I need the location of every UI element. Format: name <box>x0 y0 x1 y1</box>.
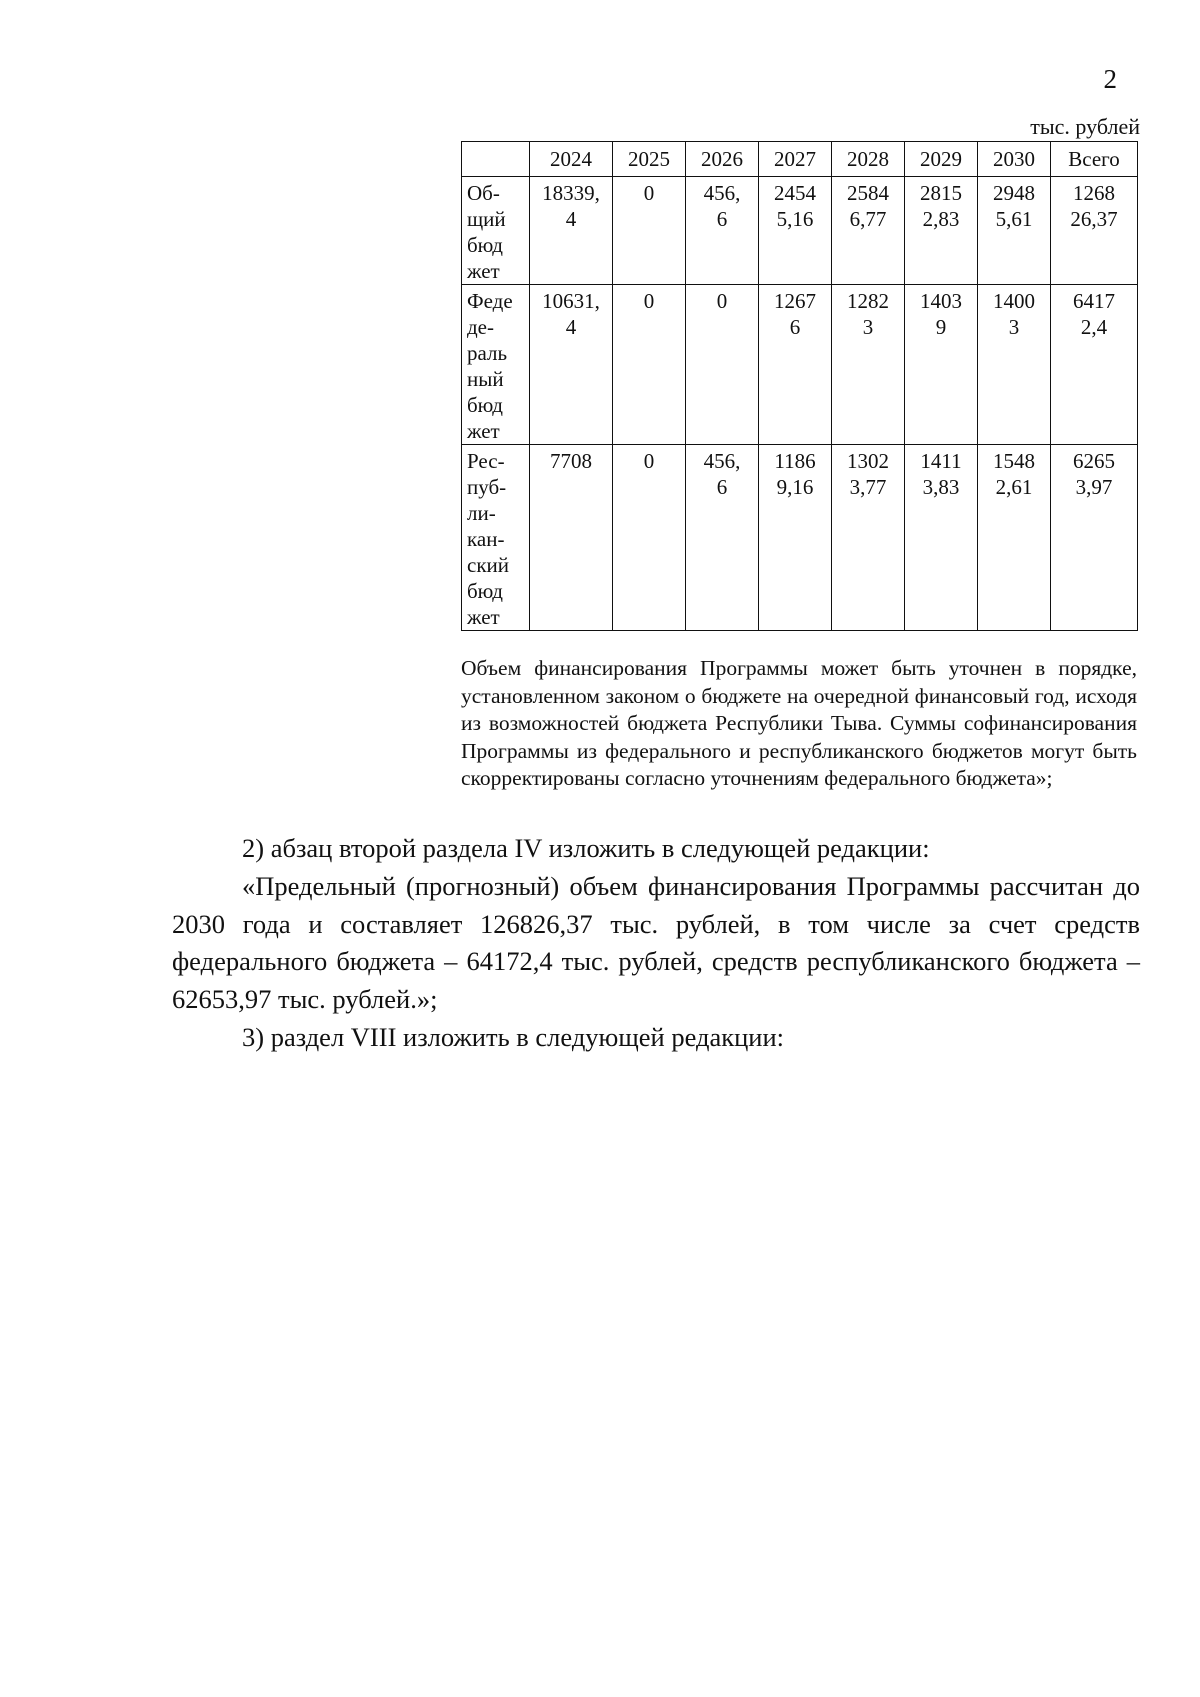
row-label: Рес- пуб- ли- кан- ский бюд жет <box>462 445 530 631</box>
table-header-row <box>462 142 1138 177</box>
header-cell-year: 2024 <box>530 142 613 177</box>
page-number: 2 <box>1103 64 1117 94</box>
table-units-caption: тыс. рублей <box>1030 114 1140 139</box>
table-cell: 1282 3 <box>832 285 905 445</box>
table-cell: 2948 5,61 <box>978 177 1051 285</box>
table-cell: 2454 5,16 <box>759 177 832 285</box>
table-cell: 2815 2,83 <box>905 177 978 285</box>
table-cell: 10631, 4 <box>530 285 613 445</box>
table-cell: 0 <box>613 285 686 445</box>
funding-note: Объем финансирования Программы может быть уточнен в порядке, установленном законом о бюджете на очередной финансовый год, исходя из возможностей бюджета Республики Тыва. Суммы софинансирования Программы из федерального и республиканского бюджетов могут быть скорректированы согласно уточнениям федерального бюджета»; <box>461 656 1137 790</box>
table-cell: 6417 2,4 <box>1051 285 1138 445</box>
table-cell: 1186 9,16 <box>759 445 832 631</box>
table-cell: 1302 3,77 <box>832 445 905 631</box>
table-cell: 456, 6 <box>686 177 759 285</box>
table-cell: 2584 6,77 <box>832 177 905 285</box>
header-cell-year: 2025 <box>613 142 686 177</box>
header-cell-year: 2026 <box>686 142 759 177</box>
table-cell: 0 <box>686 285 759 445</box>
row-label: Феде де- раль ный бюд жет <box>462 285 530 445</box>
table-cell: 18339, 4 <box>530 177 613 285</box>
row-label: Об- щий бюд жет <box>462 177 530 285</box>
table-row <box>462 177 1138 285</box>
header-cell-year: 2030 <box>978 142 1051 177</box>
header-cell-year: 2028 <box>832 142 905 177</box>
table-cell: 1548 2,61 <box>978 445 1051 631</box>
table-row <box>462 445 1138 631</box>
amendment-item-3: 3) раздел VIII изложить в следующей редакции: <box>242 1022 785 1052</box>
table-cell: 456, 6 <box>686 445 759 631</box>
table-cell: 1403 9 <box>905 285 978 445</box>
table-cell: 0 <box>613 445 686 631</box>
table-row <box>462 285 1138 445</box>
table-cell: 6265 3,97 <box>1051 445 1138 631</box>
header-cell-empty <box>462 142 530 177</box>
header-cell-year: 2027 <box>759 142 832 177</box>
amendment-item-2: 2) абзац второй раздела IV изложить в следующей редакции: <box>242 833 930 863</box>
table-cell: 1267 6 <box>759 285 832 445</box>
table-cell: 0 <box>613 177 686 285</box>
table-cell: 7708 <box>530 445 613 631</box>
amendment-quote: «Предельный (прогнозный) объем финансирования Программы рассчитан до 2030 года и составляет 126826,37 тыс. рублей, в том числе за счет средств федерального бюджета – 64172,4 тыс. рублей, средств республиканского бюджета – 62653,97 тыс. рублей.»; <box>172 871 1140 1014</box>
table-cell: 1268 26,37 <box>1051 177 1138 285</box>
header-cell-total: Всего <box>1051 142 1138 177</box>
table-cell: 1400 3 <box>978 285 1051 445</box>
budget-table <box>461 141 1138 631</box>
header-cell-year: 2029 <box>905 142 978 177</box>
table-cell: 1411 3,83 <box>905 445 978 631</box>
